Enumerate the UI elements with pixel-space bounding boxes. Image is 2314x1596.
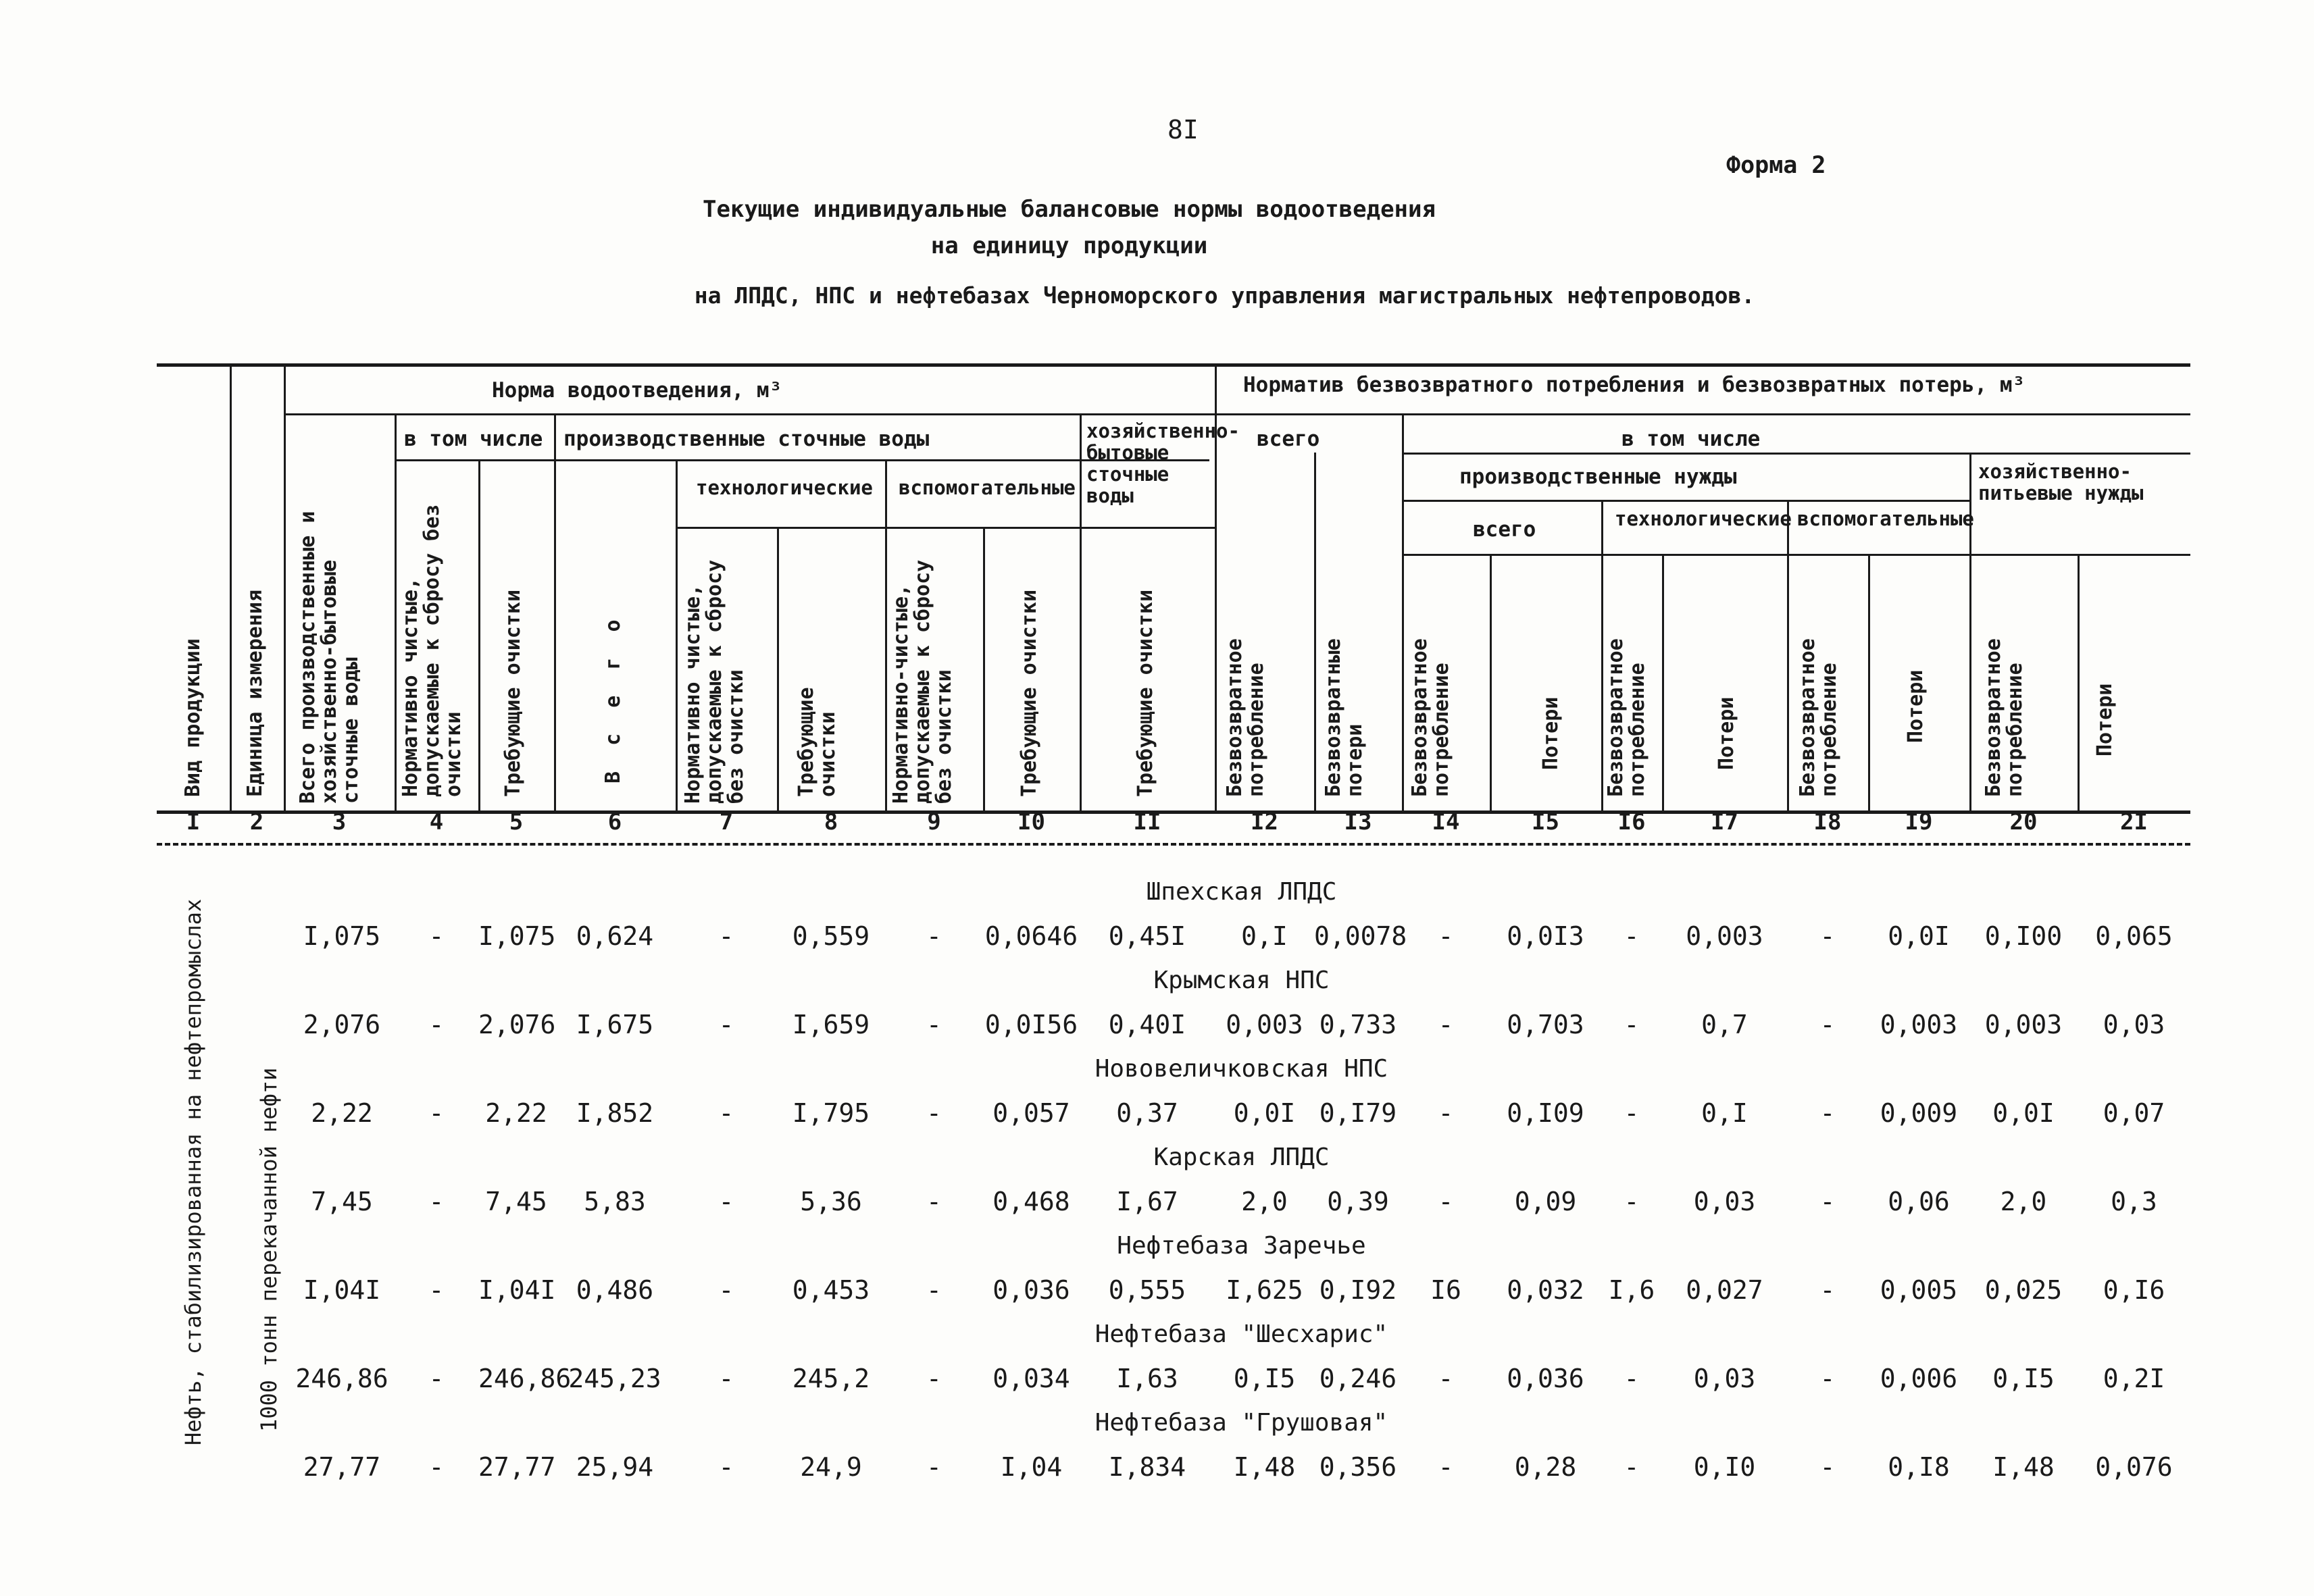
column-number: 3 — [332, 808, 347, 835]
table-cell: 2,22 — [311, 1098, 373, 1128]
table-cell: - — [926, 1098, 942, 1128]
col-rule — [1080, 413, 1082, 810]
table-cell: 0,I8 — [1888, 1452, 1950, 1482]
table-cell: 2,0 — [2000, 1187, 2047, 1216]
column-number: I7 — [1711, 808, 1738, 835]
incl2-header: в том числе — [1621, 427, 1761, 451]
table-cell: - — [718, 1275, 734, 1305]
table-cell: - — [1819, 1364, 1836, 1393]
column-number: 7 — [719, 808, 734, 835]
column-number: 2 — [249, 808, 264, 835]
header-c6: В с е г о — [601, 613, 625, 783]
table-cell: 0,03 — [1693, 1364, 1756, 1393]
station-name: Нефтебаза Заречье — [1117, 1232, 1366, 1260]
aux2-header: вспомогательные — [1797, 507, 1974, 530]
column-number: I5 — [1532, 808, 1559, 835]
table-cell: 0,45I — [1108, 921, 1186, 951]
header-c5: Требующие очистки — [501, 589, 525, 797]
col-rule — [554, 413, 556, 810]
station-name: Нововеличковская НПС — [1095, 1055, 1388, 1083]
header-c10: Требующие очистки — [1017, 589, 1041, 797]
total-header: всего — [1257, 427, 1320, 451]
table-cell: 0,0I — [1992, 1098, 2055, 1128]
table-cell: 0,I00 — [1984, 921, 2063, 951]
header-rule-3 — [1402, 500, 1969, 502]
title-line-1: Текущие индивидуальные балансовые нормы водоотведения — [703, 196, 1436, 223]
column-number: 4 — [429, 808, 444, 835]
table-cell: 0,733 — [1319, 1010, 1397, 1039]
table-cell: 0,0078 — [1314, 921, 1407, 951]
table-cell: 0,I6 — [2103, 1275, 2165, 1305]
table-cell: I,04 — [1000, 1452, 1063, 1482]
station-name: Карская ЛПДС — [1153, 1143, 1330, 1171]
table-cell: - — [718, 1187, 734, 1216]
table-cell: - — [718, 1452, 734, 1482]
table-cell: 0,025 — [1984, 1275, 2063, 1305]
prod-needs-header: производственные нужды — [1459, 465, 1737, 489]
table-cell: 0,057 — [992, 1098, 1070, 1128]
table-cell: - — [1624, 1364, 1640, 1393]
table-cell: - — [926, 1452, 942, 1482]
table-cell: - — [1819, 1010, 1836, 1039]
table-cell: 0,06 — [1888, 1187, 1950, 1216]
table-cell: 27,77 — [303, 1452, 381, 1482]
table-cell: 0,I5 — [1992, 1364, 2055, 1393]
header-c13: Безвозвратные потери — [1322, 638, 1367, 797]
station-name: Крымская НПС — [1153, 967, 1330, 994]
table-cell: 0,37 — [1116, 1098, 1178, 1128]
table-cell: 0,0I — [1233, 1098, 1296, 1128]
table-cell: I,625 — [1226, 1275, 1303, 1305]
column-number: 20 — [2009, 808, 2038, 835]
table-cell: I,48 — [1233, 1452, 1296, 1482]
table-cell: 0,486 — [576, 1275, 654, 1305]
table-cell: 0,0I3 — [1507, 921, 1584, 951]
table-cell: 0,0I — [1888, 921, 1950, 951]
header-rule-5 — [1402, 554, 2190, 556]
tech-header: технологические — [696, 476, 873, 499]
table-cell: - — [926, 1010, 942, 1039]
prod-waste-header: производственные сточные воды — [563, 427, 930, 451]
table-cell: - — [1624, 1187, 1640, 1216]
title-line-3: на ЛПДС, НПС и нефтебазах Черноморского управления магистральных нефтепроводов. — [694, 282, 1755, 309]
header-rule-4b — [1080, 527, 1215, 529]
table-cell: 0,034 — [992, 1364, 1070, 1393]
table-cell: 0,246 — [1319, 1364, 1397, 1393]
table-cell: - — [718, 921, 734, 951]
col-rule — [983, 527, 985, 810]
table-cell: - — [926, 1275, 942, 1305]
table-cell: 7,45 — [311, 1187, 373, 1216]
table-cell: I,659 — [792, 1010, 870, 1039]
table-cell: 2,22 — [485, 1098, 547, 1128]
header-c11: Требующие очистки — [1134, 589, 1157, 797]
header-c4: Нормативно чистые, допускаемые к сбросу без очистки — [399, 504, 466, 797]
table-cell: - — [1438, 1010, 1454, 1039]
column-number: 5 — [509, 808, 524, 835]
table-cell: I,075 — [478, 921, 556, 951]
col-rule — [1490, 554, 1492, 810]
station-name: Шпехская ЛПДС — [1146, 878, 1337, 906]
column-number: I4 — [1432, 808, 1460, 835]
table-cell: 27,77 — [478, 1452, 556, 1482]
column-number: 9 — [927, 808, 941, 835]
col-rule — [1868, 554, 1870, 810]
header-c14: Безвозвратное потребление — [1408, 638, 1453, 797]
header-rule-2b — [1402, 453, 2190, 455]
table-cell: 0,03 — [2103, 1010, 2165, 1039]
col-rule — [885, 459, 887, 810]
table-cell: 0,I — [1701, 1098, 1748, 1128]
table-cell: 0,003 — [1226, 1010, 1303, 1039]
table-cell: 2,076 — [478, 1010, 556, 1039]
column-number: 8 — [824, 808, 838, 835]
header-c18: Безвозвратное потребление — [1796, 638, 1841, 797]
header-c3: Всего производственные и хозяйственно-бытовые сточные воды — [296, 511, 363, 804]
table-cell: 0,39 — [1327, 1187, 1389, 1216]
station-name: Нефтебаза "Шесхарис" — [1095, 1320, 1388, 1348]
table-cell: 246,86 — [295, 1364, 388, 1393]
header-c17: Потери — [1715, 696, 1738, 770]
table-cell: 0,468 — [992, 1187, 1070, 1216]
table-cell: 0,703 — [1507, 1010, 1584, 1039]
header-c7: Нормативно чистые, допускаемые к сбросу без очистки — [681, 559, 748, 804]
table-cell: 5,36 — [800, 1187, 862, 1216]
household-needs-header: хозяйственно-питьевые нужды — [1978, 460, 2144, 505]
household-header: хозяйственно-бытовые сточные воды — [1086, 419, 1240, 507]
table-cell: - — [926, 921, 942, 951]
table-cell: 0,I5 — [1233, 1364, 1296, 1393]
table-cell: 5,83 — [584, 1187, 646, 1216]
table-cell: 0,065 — [2095, 921, 2173, 951]
table-top-rule — [157, 363, 2190, 367]
table-cell: 245,23 — [568, 1364, 661, 1393]
table-cell: I,48 — [1992, 1452, 2055, 1482]
table-cell: - — [1438, 921, 1454, 951]
table-cell: - — [1438, 1098, 1454, 1128]
table-cell: 0,03 — [1693, 1187, 1756, 1216]
table-cell: - — [428, 1452, 445, 1482]
table-cell: - — [428, 1187, 445, 1216]
header-c8: Требующие очистки — [795, 687, 840, 797]
table-cell: - — [926, 1364, 942, 1393]
table-cell: 0,036 — [1507, 1364, 1584, 1393]
table-cell: 0,009 — [1880, 1098, 1958, 1128]
table-cell: - — [1819, 1452, 1836, 1482]
col-rule — [1969, 453, 1971, 810]
table-cell: 0,I09 — [1507, 1098, 1584, 1128]
header-rule-1 — [284, 413, 2190, 415]
total2-header: всего — [1473, 517, 1536, 542]
table-cell: 246,86 — [478, 1364, 572, 1393]
header-c15: Потери — [1539, 696, 1563, 770]
norm-group-header: Норма водоотведения, м³ — [492, 378, 782, 403]
table-cell: 0,003 — [1984, 1010, 2063, 1039]
table-cell: 25,94 — [576, 1452, 654, 1482]
table-cell: I,67 — [1116, 1187, 1178, 1216]
table-cell: I,675 — [576, 1010, 654, 1039]
header-product: Вид продукции — [181, 638, 205, 797]
table-cell: I,04I — [478, 1275, 556, 1305]
header-c16: Безвозвратное потребление — [1604, 638, 1649, 797]
col-rule — [284, 363, 286, 810]
aux-header: вспомогательные — [899, 476, 1076, 499]
table-cell: - — [428, 921, 445, 951]
table-cell: 0,003 — [1880, 1010, 1958, 1039]
table-cell: 0,032 — [1507, 1275, 1584, 1305]
table-cell: 0,006 — [1880, 1364, 1958, 1393]
table-cell: 0,3 — [2111, 1187, 2157, 1216]
column-number: 6 — [607, 808, 622, 835]
table-cell: - — [718, 1364, 734, 1393]
table-cell: - — [718, 1098, 734, 1128]
col-rule — [395, 413, 397, 810]
side-product-label: Нефть, стабилизированная на нефтепромыслах — [180, 898, 206, 1445]
table-cell: 0,003 — [1686, 921, 1763, 951]
table-cell: 0,2I — [2103, 1364, 2165, 1393]
column-number: I0 — [1017, 808, 1045, 835]
table-cell: 0,559 — [792, 921, 870, 951]
table-cell: I,795 — [792, 1098, 870, 1128]
table-cell: 0,624 — [576, 921, 654, 951]
table-cell: I,63 — [1116, 1364, 1178, 1393]
table-cell: - — [1819, 1187, 1836, 1216]
table-cell: 245,2 — [792, 1364, 870, 1393]
incl-header: в том числе — [404, 427, 543, 451]
table-cell: - — [1624, 1010, 1640, 1039]
table-cell: I6 — [1430, 1275, 1461, 1305]
col-rule — [1601, 500, 1603, 810]
page-number: 8I — [1167, 115, 1199, 145]
table-cell: - — [428, 1364, 445, 1393]
column-number: I — [186, 808, 201, 835]
table-cell: - — [1438, 1364, 1454, 1393]
table-cell: - — [1438, 1452, 1454, 1482]
header-unit: Единица измерения — [243, 589, 267, 797]
header-c19: Потери — [1904, 669, 1928, 743]
col-rule — [676, 459, 678, 810]
table-cell: 0,09 — [1514, 1187, 1577, 1216]
table-cell: 0,453 — [792, 1275, 870, 1305]
table-cell: 0,036 — [992, 1275, 1070, 1305]
col-rule — [1662, 554, 1664, 810]
column-number: I6 — [1617, 808, 1646, 835]
table-cell: I,04I — [303, 1275, 381, 1305]
column-number: I2 — [1251, 808, 1278, 835]
col-rule — [1787, 500, 1789, 810]
table-cell: - — [1624, 1098, 1640, 1128]
table-cell: - — [428, 1098, 445, 1128]
table-cell: 0,I79 — [1319, 1098, 1397, 1128]
table-cell: - — [718, 1010, 734, 1039]
table-cell: I,075 — [303, 921, 381, 951]
numbers-rule — [157, 843, 2190, 846]
table-cell: 0,005 — [1880, 1275, 1958, 1305]
table-cell: 0,076 — [2095, 1452, 2173, 1482]
column-number: I9 — [1905, 808, 1933, 835]
table-cell: I,6 — [1608, 1275, 1655, 1305]
col-rule — [478, 459, 480, 810]
table-cell: 7,45 — [485, 1187, 547, 1216]
table-cell: 0,07 — [2103, 1098, 2165, 1128]
table-cell: 0,0646 — [984, 921, 1078, 951]
table-cell: I,834 — [1108, 1452, 1186, 1482]
side-unit-label: 1000 тонн перекачанной нефти — [256, 1067, 282, 1432]
form-label: Форма 2 — [1726, 152, 1826, 179]
table-cell: - — [428, 1010, 445, 1039]
table-cell: 0,I92 — [1319, 1275, 1397, 1305]
loss-group-header: Норматив безвозвратного потребления и безвозвратных потерь, м³ — [1243, 373, 2026, 397]
column-number: 2I — [2120, 808, 2148, 835]
title-line-2: на единицу продукции — [930, 232, 1208, 259]
table-cell: 2,076 — [303, 1010, 381, 1039]
station-name: Нефтебаза "Грушовая" — [1095, 1409, 1388, 1437]
column-number: II — [1133, 808, 1161, 835]
table-cell: - — [926, 1187, 942, 1216]
table-cell: 2,0 — [1241, 1187, 1288, 1216]
table-cell: 0,40I — [1108, 1010, 1186, 1039]
table-cell: 0,356 — [1319, 1452, 1397, 1482]
column-number: I8 — [1813, 808, 1842, 835]
header-c20: Безвозвратное потребление — [1982, 638, 2027, 797]
table-cell: I,852 — [576, 1098, 654, 1128]
table-cell: 0,027 — [1686, 1275, 1763, 1305]
table-cell: - — [1819, 1098, 1836, 1128]
table-cell: 0,0I56 — [984, 1010, 1078, 1039]
table-cell: 0,I0 — [1693, 1452, 1756, 1482]
table-cell: - — [1624, 921, 1640, 951]
table-cell: 0,I — [1241, 921, 1288, 951]
header-c9: Нормативно-чистые, допускаемые к сбросу без очистки — [889, 559, 956, 804]
table-cell: 24,9 — [800, 1452, 862, 1482]
column-number: I3 — [1344, 808, 1372, 835]
table-cell: 0,7 — [1701, 1010, 1748, 1039]
table-cell: 0,28 — [1514, 1452, 1577, 1482]
table-cell: - — [1438, 1187, 1454, 1216]
table-cell: - — [1624, 1452, 1640, 1482]
col-rule — [777, 527, 779, 810]
col-rule — [1402, 413, 1404, 810]
col-rule — [1314, 453, 1316, 810]
table-cell: - — [1819, 921, 1836, 951]
table-cell: - — [428, 1275, 445, 1305]
col-rule — [230, 363, 232, 810]
table-cell: - — [1819, 1275, 1836, 1305]
header-c21: Потери — [2093, 683, 2117, 756]
tech2-header: технологические — [1615, 507, 1792, 530]
col-rule — [2078, 554, 2080, 810]
table-cell: 0,555 — [1108, 1275, 1186, 1305]
header-c12: Безвозвратное потребление — [1223, 638, 1268, 797]
